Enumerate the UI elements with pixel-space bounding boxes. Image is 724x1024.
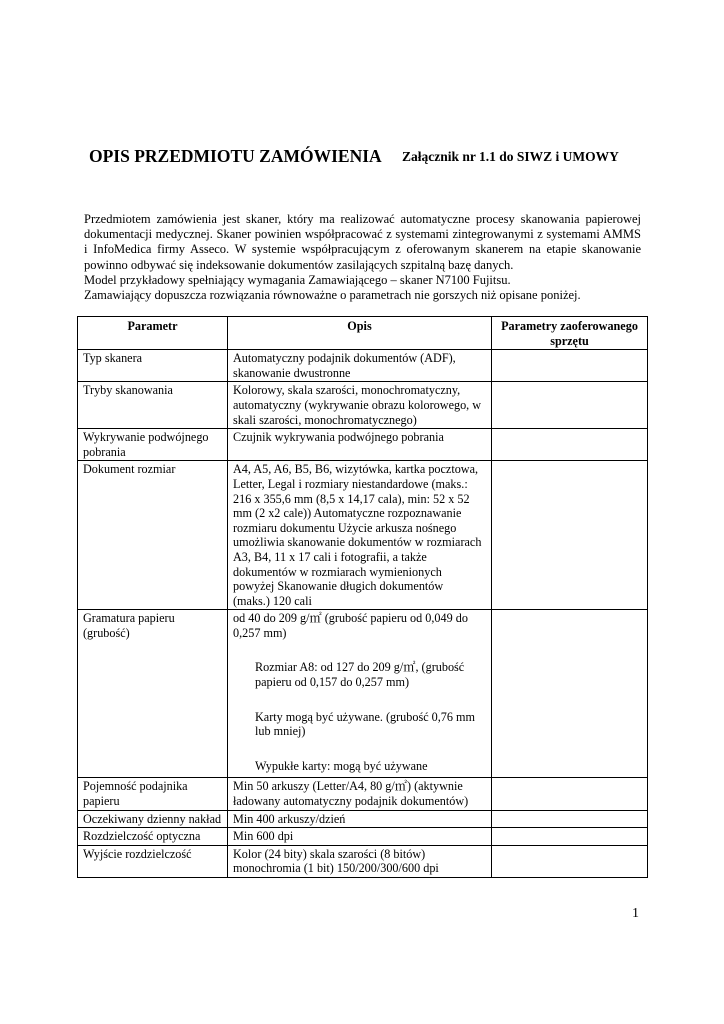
table-row xyxy=(78,828,648,846)
param-cell: Typ skanera xyxy=(78,350,228,382)
param-cell: Wykrywanie podwójnego pobrania xyxy=(78,429,228,461)
table-row xyxy=(78,778,648,810)
table-row xyxy=(78,610,648,778)
desc-cell: Min 600 dpi xyxy=(228,828,492,846)
offer-cell[interactable] xyxy=(492,778,648,810)
table-row xyxy=(78,429,648,461)
intro-paragraph: Przedmiotem zamówienia jest skaner, który ma realizować automatyczne procesy skanowania papierowej dokumentacji medycznej. Skaner powinien współpracować z systemami zintegrowanymi z systemami AMMS i InfoMedica firmy Asseco. W systemie współpracującym z oferowanym skanerem na etapie skanowanie powinno odbywać się indeksowanie dokumentów zasilających szpitalną bazę danych. xyxy=(84,212,641,272)
param-cell: Gramatura papieru (grubość) xyxy=(78,610,228,778)
page-number: 1 xyxy=(632,906,639,921)
header-parametry-oferty: Parametry zaoferowanego sprzętu xyxy=(492,317,648,350)
table-header-row xyxy=(78,317,648,350)
intro-equivalence-note: Zamawiający dopuszcza rozwiązania równoważne o parametrach nie gorszych niż opisane poniżej. xyxy=(84,288,581,303)
offer-cell[interactable] xyxy=(492,828,648,846)
table-row xyxy=(78,350,648,382)
header-opis: Opis xyxy=(228,317,492,350)
desc-text-extra: (maks.) 120 cali xyxy=(233,593,312,608)
table-row xyxy=(78,845,648,877)
param-cell: Dokument rozmiar xyxy=(78,461,228,610)
desc-text: od 40 do 209 g/㎡ (grubość papieru od 0,049 do 0,257 mm) xyxy=(233,611,468,640)
desc-cell: Automatyczny podajnik dokumentów (ADF), skanowanie dwustronne xyxy=(228,350,492,382)
desc-cell xyxy=(228,610,492,778)
table-row xyxy=(78,810,648,828)
desc-text: A4, A5, A6, B5, B6, wizytówka, kartka pocztowa, Letter, Legal i rozmiary niestandardowe (maks.: 216 x 355,6 mm (8,5 x 14,17 cala), min: 52 x 52 mm (2 x2 cale)) Automatyczne rozpoznawanie rozmiaru dokumentu Użycie arkusza nośnego umożliwia skanowanie dokumentów w rozmiarach A3, B4, 11 x 17 cali i fotografii, a także dokumentów w rozmiarach wymienionych powyżej Skanowanie długich dokumentów xyxy=(233,462,482,594)
specification-table xyxy=(77,316,648,878)
desc-sub-a8: Rozmiar A8: od 127 do 209 g/㎡, (grubość papieru od 0,157 do 0,257 mm) xyxy=(255,660,465,690)
table-row xyxy=(78,461,648,610)
param-cell: Tryby skanowania xyxy=(78,382,228,429)
intro-text xyxy=(84,212,641,303)
desc-cell: Min 400 arkuszy/dzień xyxy=(228,810,492,828)
param-cell: Pojemność podajnika papieru xyxy=(78,778,228,810)
desc-sub-embossed: Wypukłe karty: mogą być używane xyxy=(255,758,428,773)
param-cell: Wyjście rozdzielczość xyxy=(78,845,228,877)
offer-cell[interactable] xyxy=(492,610,648,778)
desc-cell: Min 50 arkuszy (Letter/A4, 80 g/㎡) (aktywnie ładowany automatyczny podajnik dokumentów) xyxy=(228,778,492,810)
annex-reference: Załącznik nr 1.1 do SIWZ i UMOWY xyxy=(402,149,619,164)
desc-cell: Kolorowy, skala szarości, monochromatyczny, automatyczny (wykrywanie obrazu kolorowego, w skali szarości, monochromatycznego) xyxy=(228,382,492,429)
header-parametr: Parametr xyxy=(78,317,228,350)
offer-cell[interactable] xyxy=(492,382,648,429)
desc-cell: Czujnik wykrywania podwójnego pobrania xyxy=(228,429,492,461)
table-row xyxy=(78,382,648,429)
desc-sub-cards: Karty mogą być używane. (grubość 0,76 mm lub mniej) xyxy=(255,709,475,739)
param-cell: Rozdzielczość optyczna xyxy=(78,828,228,846)
desc-cell: Kolor (24 bity) skala szarości (8 bitów) monochromia (1 bit) 150/200/300/600 dpi xyxy=(228,845,492,877)
offer-cell[interactable] xyxy=(492,810,648,828)
offer-cell[interactable] xyxy=(492,429,648,461)
offer-cell[interactable] xyxy=(492,845,648,877)
intro-model-note: Model przykładowy spełniający wymagania Zamawiającego – skaner N7100 Fujitsu. xyxy=(84,272,511,287)
desc-cell xyxy=(228,461,492,610)
offer-cell[interactable] xyxy=(492,350,648,382)
param-cell: Oczekiwany dzienny nakład xyxy=(78,810,228,828)
document-title: OPIS PRZEDMIOTU ZAMÓWIENIA xyxy=(89,146,382,166)
offer-cell[interactable] xyxy=(492,461,648,610)
